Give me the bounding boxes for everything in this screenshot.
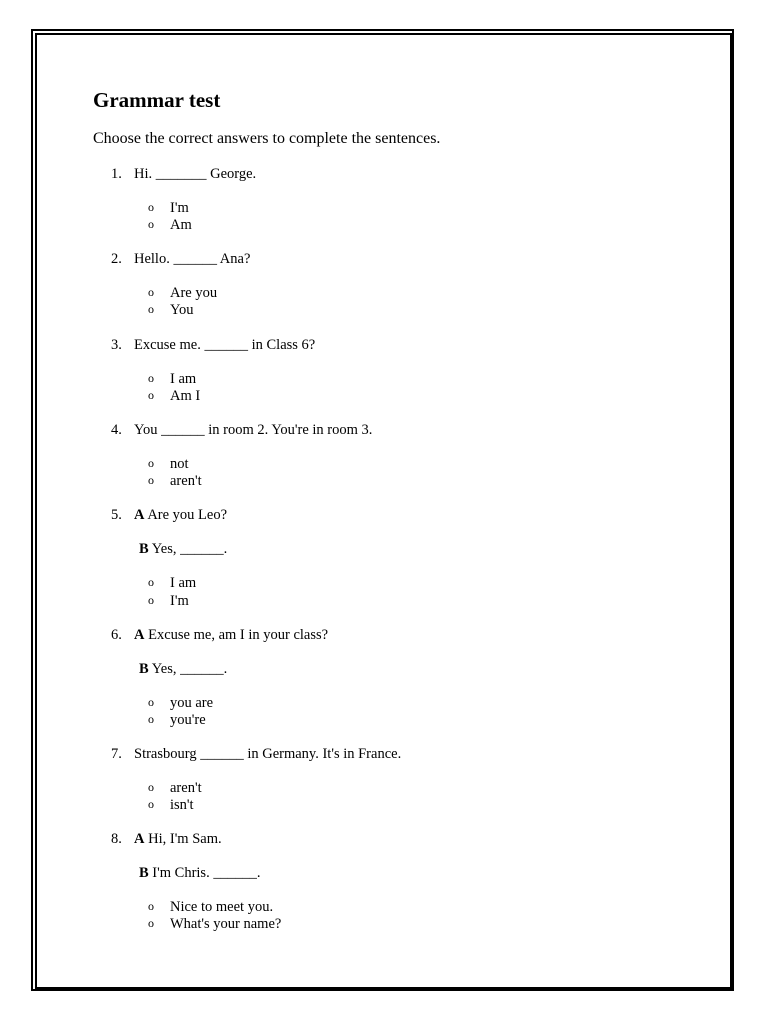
bullet-icon: o xyxy=(148,899,154,913)
speaker-a-label: A xyxy=(134,627,145,643)
option-label: What's your name? xyxy=(170,916,282,932)
bullet-icon: o xyxy=(148,302,154,316)
question-number: 2. xyxy=(111,251,122,267)
question-text: Excuse me. ______ in Class 6? xyxy=(134,337,316,353)
speaker-b-label: B xyxy=(139,865,149,881)
question-text: Hi. _______ George. xyxy=(134,166,257,182)
question-number: 3. xyxy=(111,337,122,353)
bullet-icon: o xyxy=(148,217,154,231)
speaker-a-label: A xyxy=(134,831,145,847)
bullet-icon: o xyxy=(148,200,154,214)
bullet-icon: o xyxy=(148,916,154,930)
bullet-icon: o xyxy=(148,473,154,487)
speaker-b-line xyxy=(139,661,227,678)
option-label: you're xyxy=(170,712,206,728)
option-label: not xyxy=(170,456,189,472)
option-label: Am xyxy=(170,217,192,233)
speaker-b-text: I'm Chris. ______. xyxy=(152,865,261,881)
speaker-a-label: A xyxy=(134,507,145,523)
question-text: You ______ in room 2. You're in room 3. xyxy=(134,422,373,438)
question-number: 1. xyxy=(111,166,122,182)
question-text: Hi, I'm Sam. xyxy=(148,831,222,847)
option-label: aren't xyxy=(170,473,202,489)
question-number: 8. xyxy=(111,831,122,847)
page-title: Grammar test xyxy=(93,88,221,112)
bullet-icon: o xyxy=(148,285,154,299)
option-label: aren't xyxy=(170,780,202,796)
option-label: Am I xyxy=(170,388,201,404)
question-number: 4. xyxy=(111,422,122,438)
question-number: 6. xyxy=(111,627,122,643)
bullet-icon: o xyxy=(148,797,154,811)
speaker-b-text: Yes, ______. xyxy=(151,661,228,677)
speaker-b-text: Yes, ______. xyxy=(151,541,228,557)
option-label: Nice to meet you. xyxy=(170,899,274,915)
option-label: isn't xyxy=(170,797,194,813)
bullet-icon: o xyxy=(148,575,154,589)
speaker-b-label: B xyxy=(139,541,149,557)
bullet-icon: o xyxy=(148,388,154,402)
instruction-text: Choose the correct answers to complete the sentences. xyxy=(93,130,441,147)
question-number: 5. xyxy=(111,507,122,523)
option-label: Are you xyxy=(170,285,218,301)
question-text: Hello. ______ Ana? xyxy=(134,251,251,267)
option-label: You xyxy=(170,302,194,318)
question-text: Strasbourg ______ in Germany. It's in France. xyxy=(134,746,402,762)
option-label: I'm xyxy=(170,593,189,609)
speaker-b-line xyxy=(139,865,260,882)
option-label: I am xyxy=(170,575,197,591)
bullet-icon: o xyxy=(148,456,154,470)
question-text: Are you Leo? xyxy=(147,507,228,523)
speaker-b-line xyxy=(139,541,227,558)
bullet-icon: o xyxy=(148,593,154,607)
option-label: you are xyxy=(170,695,214,711)
option-label: I am xyxy=(170,371,197,387)
bullet-icon: o xyxy=(148,712,154,726)
bullet-icon: o xyxy=(148,695,154,709)
question-text: Excuse me, am I in your class? xyxy=(148,627,329,643)
speaker-b-label: B xyxy=(139,661,149,677)
bullet-icon: o xyxy=(148,371,154,385)
option-label: I'm xyxy=(170,200,189,216)
question-number: 7. xyxy=(111,746,122,762)
bullet-icon: o xyxy=(148,780,154,794)
